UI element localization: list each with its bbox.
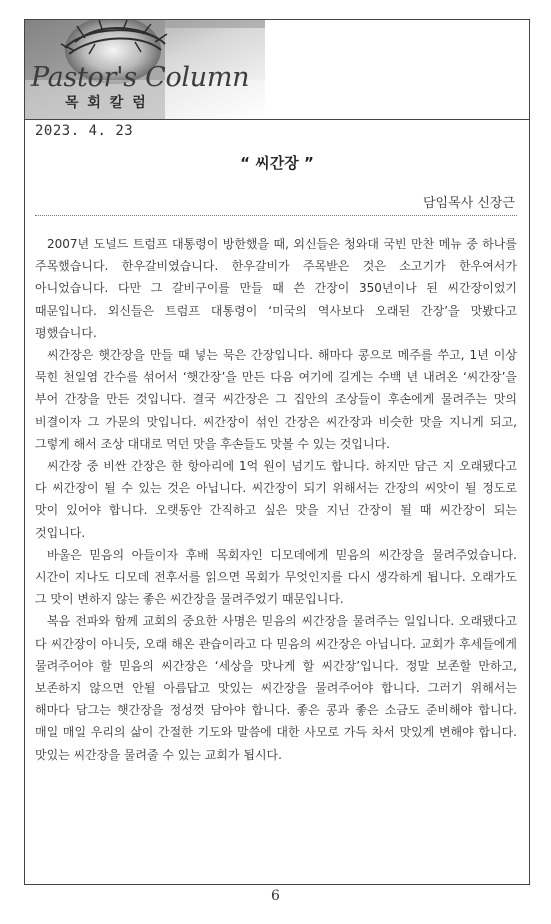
dotted-divider	[35, 215, 517, 216]
column-title: “ 씨간장 ”	[240, 154, 314, 172]
column-header	[25, 20, 529, 120]
page-number: 6	[271, 888, 280, 904]
paragraph: 복음 전파와 함께 교회의 중요한 사명은 믿음의 씨간장을 물려주는 일입니다. 오래됐다고 다 씨간장이 아니듯, 오래 해온 관습이라고 다 믿음의 씨간장은 아닙니다. 교회가 후세들에게 물려주어야 할 믿음의 씨간장은 ‘세상을 맛나게 할 씨간장’입니다. 정말 보존할 만하고, 보존하지 않으면 안될 아름답고 맛있는 씨간장을 물려주어야 합니다. 그러기 위해서는 해마다 담그는 햇간장을 정성껏 담아야 합니다. 좋은 콩과 좋은 소금도 준비해야 합니다. 매일 매일 우리의 삶이 간절한 기도와 말씀에 대한 사모로 가득 차서 맛있게 변해야 합니다. 맛있는 씨간장을 물려줄 수 있는 교회가 됩시다.	[35, 614, 517, 762]
paragraph: 2007년 도널드 트럼프 대통령이 방한했을 때, 외신들은 청와대 국빈 만찬 메뉴 중 하나를 주목했습니다. 한우갈비였습니다. 한우갈비가 주목받은 것은 소고기가 한우여서가 아니었습니다. 다만 그 갈비구이를 만들 때 쓴 간장이 350년이나 된 씨간장이었기 때문입니다. 외신들은 트럼프 대통령이 ‘미국의 역사보다 오래된 간장’을 맛봤다고 평했습니다.	[35, 237, 517, 340]
paragraph: 씨간장 중 비싼 간장은 한 항아리에 1억 원이 넘기도 합니다. 하지만 담근 지 오래됐다고 다 씨간장이 될 수 있는 것은 아닙니다. 씨간장이 되기 위해서는 간장의 씨앗이 될 정도로 맛이 있어야 합니다. 오랫동안 간직하고 싶은 맛을 지닌 간장이 될 때 씨간장이 되는 것입니다.	[35, 459, 517, 540]
paragraph: 씨간장은 햇간장을 만들 때 넣는 묵은 간장입니다. 해마다 콩으로 메주를 쑤고, 1년 이상 묵힌 천일염 간수를 섞어서 ‘햇간장’을 만든 다음 여기에 길게는 수백 년 내려온 ‘씨간장’을 부어 간장을 만든 것입니다. 결국 씨간장은 그 집안의 조상들이 후손에게 물려주는 맛의 비결이자 그 가문의 맛입니다. 씨간장이 섞인 간장은 씨간장과 비슷한 맛을 지니게 되고, 그렇게 해서 조상 대대로 먹던 맛을 후손들도 맛볼 수 있는 것입니다.	[35, 348, 517, 451]
column-author: 담임목사 신장근	[422, 196, 515, 211]
header-subtitle: 목 회 칼 럼	[65, 95, 148, 111]
header-divider	[25, 119, 529, 120]
header-title: Pastor's Column	[31, 62, 250, 93]
column-date: 2023. 4. 23	[35, 123, 134, 139]
column-body	[35, 233, 517, 766]
column-frame	[24, 19, 530, 885]
paragraph: 바울은 믿음의 아들이자 후배 목회자인 디모데에게 믿음의 씨간장을 물려주었습니다. 시간이 지나도 디모데 전후서를 읽으면 목회가 무엇인지를 다시 생각하게 됩니다. 오래가도 그 맛이 변하지 않는 좋은 씨간장을 물려주었기 때문입니다.	[35, 547, 517, 607]
